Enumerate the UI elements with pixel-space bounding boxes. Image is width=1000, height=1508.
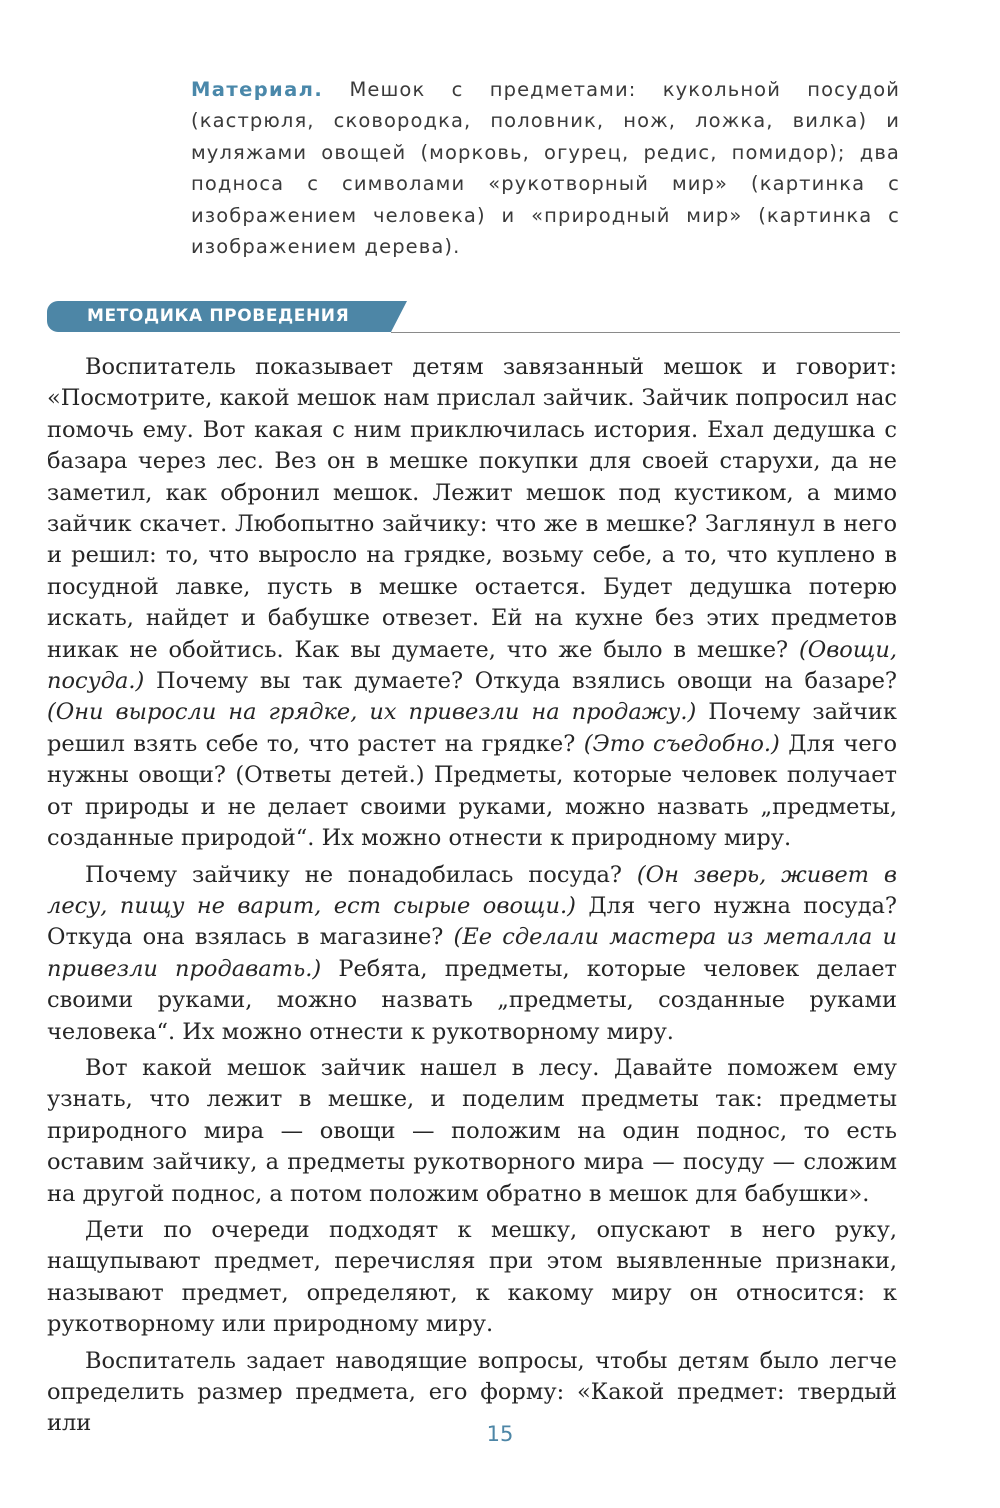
page-number: 15 [486,1422,514,1446]
paragraph-3: Вот какой мешок зайчик нашел в лесу. Давайте поможем ему узнать, что лежит в мешке, и поделим предметы так: предметы природного мира — овощи — положим на один поднос, то есть оставим зайчику, а предметы рукотворного мира — посуду — сложим на другой поднос, а потом положим обратно в мешок для бабушки». [47,1054,897,1207]
main-text [47,352,897,1445]
italic-answer: (Это съедобно.) [583,730,780,757]
italic-answer: (Они выросли на грядке, их привезли на продажу.) [47,699,697,726]
text-run: Почему зайчику не понадобилась посуда? [85,861,637,888]
paragraph-2 [47,860,897,1048]
italic-answer: (Овощи, посуда.) [47,636,897,695]
material-paragraph [191,74,900,262]
text-run: Для чего нужна посуда? Откуда она взялась в магазине? [47,892,897,951]
section-header [47,301,900,335]
paragraph-5: Воспитатель задает наводящие вопросы, чтобы детям было легче определить размер предмета, его форму: «Какой предмет: твердый или [47,1347,897,1437]
text-run: Воспитатель показывает детям завязанный мешок и говорит: «Посмотрите, какой мешок нам прислал зайчик. Зайчик попросил нас помочь ему. Вот какая с ним приключилась история. Ехал дедушка с базара через лес. Вез он в мешке покупки для своей старухи, да не заметил, как обронил мешок. Лежит мешок под кустиком, а мимо зайчик скачет. Любопытно зайчику: что же в мешке? Заглянул в него и решил: то, что выросло на грядке, возьму себе, а то, что куплено в посудной лавке, пусть в мешке остается. Будет дедушка потерю искать, найдет и бабушке отвезет. Ей на кухне без этих предметов никак не обойтись. Как вы думаете, что же было в мешке? [47,354,897,663]
italic-answer: (Он зверь, живет в лесу, пищу не варит, ест сырые овощи.) [47,861,897,919]
text-run: Ребята, предметы, которые человек делает своими руками, можно назвать „предметы, созданные руками человека“. Их можно отнести к рукотворному миру. [47,955,897,1045]
section-title: МЕТОДИКА ПРОВЕДЕНИЯ [87,306,350,326]
paragraph-1 [47,352,897,855]
text-run: Почему вы так думаете? Откуда взялись овощи на базаре? [144,668,897,695]
material-label: Материал. [191,78,324,101]
paragraph-4: Дети по очереди подходят к мешку, опускают в него руку, нащупывают предмет, перечисляя при этом выявленные признаки, называют предмет, определяют, к какому миру он относится: к рукотворному или природному миру. [47,1216,897,1338]
text-run: Для чего нужны овощи? (Ответы детей.) Предметы, которые человек получает от природы и не делает своими руками, можно назвать „предметы, созданные природой“. Их можно отнести к природному миру. [47,730,897,852]
material-text: Мешок с предметами: кукольной посудой (кастрюля, сковородка, половник, нож, ложка, вилка) и муляжами овощей (морковь, огурец, редис, помидор); два подноса с символами «рукотворный мир» (картинка с изображением человека) и «природный мир» (картинка с изображением дерева). [191,78,900,259]
italic-answer: (Ее сделали мастера из металла и привезли продавать.) [47,924,897,982]
text-run: Почему зайчик решил взять себе то, что растет на грядке? [47,699,897,757]
section-divider [391,332,900,333]
